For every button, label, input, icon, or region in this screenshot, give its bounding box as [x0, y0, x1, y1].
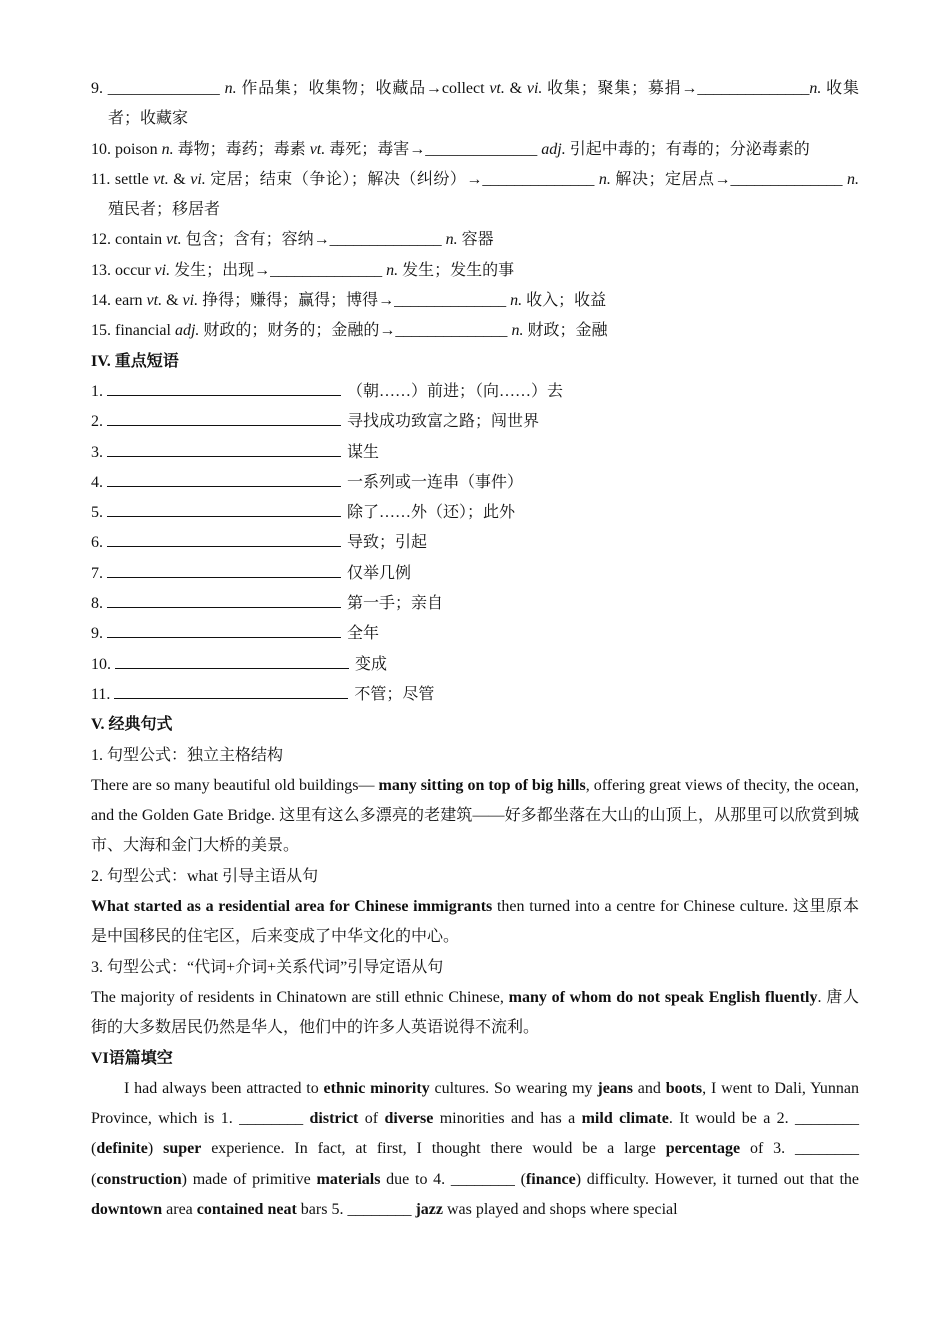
text-run: 13. occur: [91, 261, 155, 279]
phrase-meaning: 变成: [355, 655, 388, 673]
passage-paragraph: [91, 1074, 859, 1225]
text-run: . 唐人街的大多数居民仍然是华人，他们中的许多人英语说得不流利。: [91, 988, 859, 1037]
italic-text: n.: [847, 170, 859, 188]
italic-text: vi.: [190, 170, 206, 188]
text-run: 财政；金融: [523, 322, 608, 340]
phrase-item: [91, 407, 859, 437]
section-heading-passage-fill: VI语篇填空: [91, 1049, 173, 1067]
text-run: 10. poison: [91, 140, 162, 158]
italic-text: n.: [386, 261, 399, 279]
italic-text: n.: [809, 80, 822, 97]
answer-blank[interactable]: [107, 532, 341, 547]
text-run: cultures. So wearing my: [429, 1079, 598, 1097]
text-run: and: [632, 1079, 666, 1097]
phrase-number: 8.: [91, 595, 103, 613]
text-run: 9. ______________: [91, 80, 225, 97]
phrase-item: [91, 528, 859, 558]
vocab-item: [91, 225, 859, 255]
vocab-item: [91, 74, 859, 135]
phrase-item: [91, 468, 859, 498]
italic-text: adj.: [174, 322, 200, 340]
text-run: &: [162, 292, 183, 310]
phrase-number: 10.: [91, 655, 111, 673]
bold-text: materials: [316, 1170, 381, 1188]
pattern-heading: 1. 句型公式：独立主格结构: [91, 746, 284, 764]
phrase-meaning: 不管；尽管: [354, 685, 435, 703]
italic-text: vi.: [182, 292, 199, 310]
example-sentence: [91, 771, 859, 862]
text-run: 容器: [457, 231, 494, 249]
italic-text: vt.: [166, 231, 182, 249]
phrase-number: 7.: [91, 564, 103, 582]
text-run: 12. contain: [91, 231, 167, 249]
italic-text: vt.: [489, 80, 505, 97]
text-run: minorities and has a: [433, 1110, 582, 1128]
bold-text: downtown: [91, 1200, 163, 1218]
vocab-item: [91, 135, 859, 165]
phrase-meaning: 一系列或一连串（事件）: [347, 473, 524, 491]
vocab-item: [91, 286, 859, 316]
bold-text: diverse: [384, 1110, 434, 1128]
text-run: , offering great views of thecity, the ocean, and the Golden Gate Bridge. 这里有这么多漂亮的老建筑——好多都坐落在大山的山顶上，从那里可以欣赏到城市、大海和金门大桥的美景。: [91, 776, 860, 855]
text-run: of: [358, 1110, 385, 1128]
answer-blank[interactable]: [107, 381, 341, 396]
phrase-meaning: 谋生: [347, 443, 380, 461]
bold-text: many sitting on top of big hills: [378, 776, 586, 794]
phrase-number: 1.: [91, 382, 103, 400]
text-run: 11. settle: [91, 170, 154, 188]
text-run: 引起中毒的；有毒的；分泌毒素的: [565, 140, 810, 158]
section-heading-key-phrases: IV. 重点短语: [91, 352, 179, 370]
vocabulary-list: [91, 74, 859, 347]
text-run: 15. financial: [91, 322, 175, 340]
answer-blank[interactable]: [107, 623, 341, 638]
answer-blank[interactable]: [115, 654, 349, 669]
text-run: &: [168, 170, 191, 188]
text-run: experience. In fact, at first, I thought there would be a large: [201, 1140, 666, 1158]
text-run: ): [147, 1140, 164, 1158]
text-run: then turned into a centre for Chinese culture. 这里原本是中国移民的住宅区，后来变成了中华文化的中心。: [91, 898, 859, 946]
phrase-number: 5.: [91, 504, 103, 522]
italic-text: n.: [510, 292, 523, 310]
text-run: 毒物；毒药；毒素: [173, 140, 310, 158]
bold-text: district: [309, 1110, 359, 1128]
text-run: due to 4. ________ (: [380, 1170, 526, 1188]
text-run: 14. earn: [91, 292, 147, 310]
bold-text: mild climate: [581, 1110, 669, 1128]
phrase-number: 9.: [91, 625, 103, 643]
text-run: ) made of primitive: [181, 1170, 317, 1188]
phrase-number: 11.: [91, 685, 111, 703]
vocab-item: [91, 316, 859, 346]
italic-text: n.: [445, 231, 458, 249]
italic-text: n.: [161, 140, 174, 158]
text-run: 作品集；收集物；收藏品→collect: [236, 80, 490, 97]
phrase-number: 4.: [91, 473, 103, 491]
text-run: of 3. ________ (: [91, 1140, 860, 1188]
text-run: was played and shops where special: [442, 1200, 678, 1218]
bold-text: definite: [96, 1140, 148, 1158]
text-run: 收入；收益: [522, 292, 607, 310]
text-run: area: [162, 1200, 197, 1218]
sentence-pattern-list: [91, 741, 859, 1044]
phrase-item: [91, 559, 859, 589]
phrase-item: [91, 589, 859, 619]
phrase-list: [91, 377, 859, 710]
phrase-meaning: 全年: [347, 625, 380, 643]
italic-text: adj.: [541, 140, 566, 158]
phrase-item: [91, 680, 859, 710]
italic-text: vi.: [154, 261, 171, 279]
phrase-item: [91, 498, 859, 528]
text-run: 收集；聚集；募捐→______________: [542, 80, 810, 97]
example-sentence: [91, 892, 859, 953]
pattern-heading: 2. 句型公式：what 引导主语从句: [91, 867, 319, 885]
phrase-item: [91, 650, 859, 680]
phrase-meaning: 寻找成功致富之路；闯世界: [347, 413, 540, 431]
text-run: 殖民者；移居者: [108, 201, 221, 219]
text-run: ) difficulty. However, it turned out that the: [575, 1170, 859, 1188]
pattern-heading: 3. 句型公式：“代词+介词+关系代词”引导定语从句: [91, 958, 444, 976]
answer-blank[interactable]: [107, 411, 341, 426]
text-run: 发生；发生的事: [398, 261, 515, 279]
text-run: . It would be a 2. ________ (: [91, 1110, 860, 1158]
text-run: 收集者；收藏家: [108, 80, 859, 128]
text-run: I had always been attracted to: [124, 1079, 324, 1097]
bold-text: boots: [665, 1079, 703, 1097]
answer-blank[interactable]: [107, 563, 341, 578]
italic-text: vt.: [146, 292, 163, 310]
text-run: 挣得；赚得；赢得；博得→______________: [198, 292, 511, 310]
document-page: [91, 74, 859, 1225]
bold-text: jazz: [415, 1200, 443, 1218]
text-run: 包含；含有；容纳→______________: [181, 231, 446, 249]
italic-text: vi.: [526, 80, 543, 97]
bold-text: What started as a residential area for Chinese immigrants: [91, 898, 493, 916]
italic-text: vt.: [309, 140, 326, 158]
phrase-item: [91, 619, 859, 649]
answer-blank[interactable]: [107, 502, 341, 517]
bold-text: contained neat: [196, 1200, 297, 1218]
text-run: bars 5. ________: [296, 1200, 416, 1218]
section-heading-sentence-patterns: V. 经典句式: [91, 716, 173, 734]
text-run: 财政的；财务的；金融的→______________: [199, 322, 512, 340]
text-run: 发生；出现→______________: [170, 261, 387, 279]
bold-text: percentage: [665, 1140, 741, 1158]
phrase-meaning: 除了……外（还）；此外: [347, 504, 516, 522]
bold-text: jeans: [597, 1079, 633, 1097]
phrase-meaning: （朝……）前进；（向……）去: [347, 382, 564, 400]
text-run: 定居；结束（争论）；解决（纠纷）→______________: [205, 170, 599, 188]
italic-text: n.: [598, 170, 611, 188]
text-run: There are so many beautiful old buildings—: [91, 776, 379, 794]
answer-blank[interactable]: [114, 684, 348, 699]
phrase-meaning: 仅举几例: [347, 564, 412, 582]
italic-text: n.: [511, 322, 524, 340]
italic-text: vt.: [153, 170, 169, 188]
phrase-number: 2.: [91, 413, 103, 431]
text-run: &: [504, 80, 527, 97]
bold-text: finance: [525, 1170, 576, 1188]
bold-text: construction: [96, 1170, 182, 1188]
bold-text: ethnic minority: [323, 1079, 430, 1097]
italic-text: n.: [224, 80, 237, 97]
text-run: , I went to Dali, Yunnan Province, which is 1. ________: [91, 1079, 860, 1128]
phrase-item: [91, 377, 859, 407]
example-sentence: [91, 983, 859, 1044]
phrase-meaning: 导致；引起: [347, 534, 428, 552]
answer-blank[interactable]: [107, 593, 341, 608]
answer-blank[interactable]: [107, 442, 341, 457]
text-run: The majority of residents in Chinatown are still ethnic Chinese,: [91, 988, 509, 1006]
vocab-item: [91, 256, 859, 286]
phrase-meaning: 第一手；亲自: [347, 595, 444, 613]
phrase-item: [91, 438, 859, 468]
bold-text: many of whom do not speak English fluently: [508, 988, 818, 1006]
vocab-item: [91, 165, 859, 226]
bold-text: super: [163, 1140, 202, 1158]
answer-blank[interactable]: [107, 472, 341, 487]
text-run: 毒死；毒害→______________: [325, 140, 542, 158]
text-run: 解决；定居点→______________: [610, 170, 847, 188]
phrase-number: 3.: [91, 443, 103, 461]
phrase-number: 6.: [91, 534, 103, 552]
